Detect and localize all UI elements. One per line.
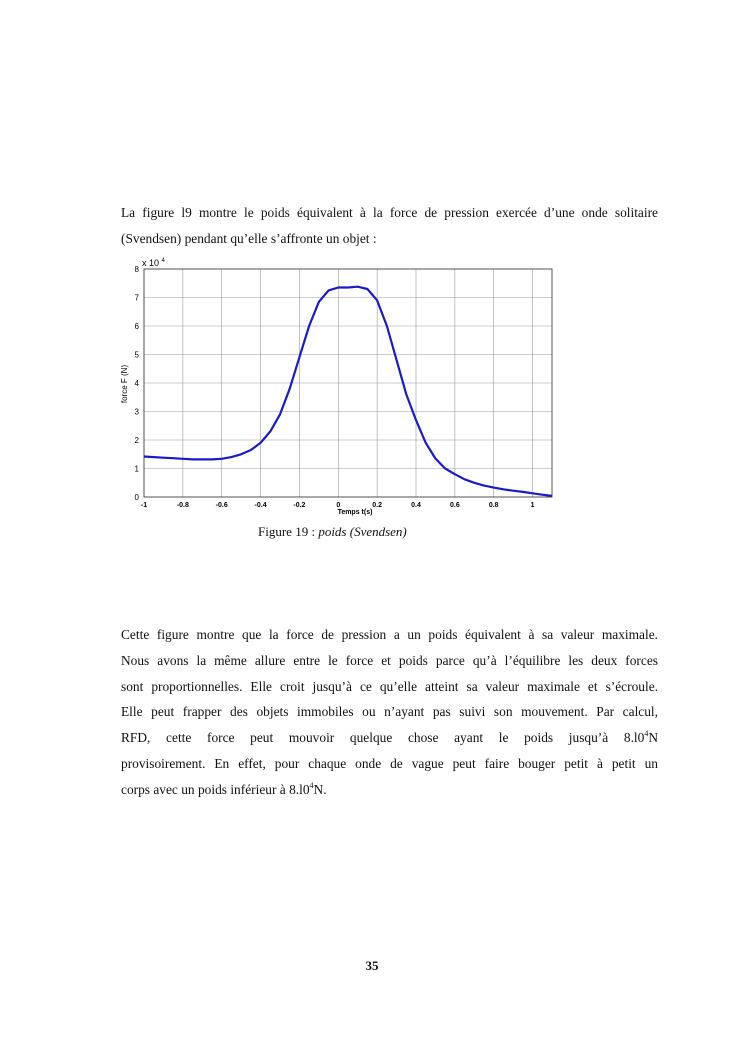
body-paragraph: [121, 622, 658, 803]
body-line-6: provisoirement. En effet, pour chaque onde de vague peut faire bouger petit à petit un: [121, 755, 658, 771]
y-tick-label: 1: [134, 464, 139, 474]
y-multiplier-label: [142, 258, 166, 268]
chart-ticks: [135, 265, 535, 509]
force-chart: [115, 253, 565, 519]
x-tick-label: 0.6: [449, 502, 460, 509]
y-multiplier-base: x 10: [142, 258, 160, 268]
y-tick-label: 7: [134, 293, 139, 303]
y-tick-label: 8: [134, 265, 139, 274]
body-line-5-text: RFD, cette force peut mouvoir quelque chose ayant le poids jusqu’à 8.l0: [121, 730, 645, 746]
page-number: 35: [365, 958, 379, 973]
body-line-7: [121, 777, 658, 803]
body-line-7-text: corps avec un poids inférieur à 8.l0: [121, 781, 310, 797]
body-line-2: Nous avons la même allure entre le force et poids parce qu’à l’équilibre les deux forces: [121, 652, 658, 668]
y-tick-label: 6: [134, 322, 139, 331]
intro-line-2: (Svendsen) pendant qu’elle s’affronte un objet :: [121, 230, 377, 246]
y-axis-label: force F (N): [120, 364, 129, 404]
x-tick-label: -0.2: [293, 502, 306, 509]
body-line-4: Elle peut frapper des objets immobiles ou n’ayant pas suivi son mouvement. Par calcul,: [121, 704, 658, 720]
x-tick-label: -0.6: [215, 502, 228, 509]
body-line-7-unit: N.: [313, 781, 327, 797]
y-multiplier-exponent: 4: [161, 258, 165, 264]
x-tick-label: 0.8: [488, 502, 499, 509]
caption-title: poids (Svendsen): [318, 524, 407, 539]
chart-grid: [144, 269, 552, 497]
caption-prefix: Figure 19 :: [258, 524, 319, 539]
x-tick-label: 0.2: [372, 502, 383, 509]
y-tick-label: 2: [134, 436, 139, 445]
body-line-7-exponent: 4: [309, 780, 314, 790]
y-tick-label: 3: [134, 407, 139, 417]
y-tick-label: 0: [134, 493, 139, 502]
body-line-3: sont proportionnelles. Elle croit jusqu’à ce qu’elle atteint sa valeur maximale et s’écroule.: [121, 678, 658, 694]
intro-line-1: La figure l9 montre le poids équivalent à la force de pression exercée d’une onde solitaire: [121, 205, 658, 220]
x-tick-label: -0.8: [176, 502, 189, 509]
x-tick-label: 0.4: [411, 502, 421, 509]
body-line-5-unit: N: [648, 730, 658, 746]
force-series-line: [144, 287, 552, 496]
figure-caption: [258, 524, 407, 540]
x-axis-label: Temps t(s): [337, 509, 373, 516]
x-tick-label: -0.4: [254, 502, 267, 509]
body-line-1: Cette figure montre que la force de pression a un poids équivalent à sa valeur maximale.: [121, 627, 658, 642]
y-tick-label: 5: [134, 350, 139, 360]
x-tick-label: 0: [336, 502, 341, 509]
x-tick-label: -1: [140, 502, 148, 509]
body-line-5: [121, 725, 658, 751]
body-line-5-exponent: 4: [644, 729, 649, 739]
x-tick-label: 1: [530, 502, 535, 509]
intro-paragraph: [121, 200, 658, 252]
y-tick-label: 4: [134, 379, 139, 388]
